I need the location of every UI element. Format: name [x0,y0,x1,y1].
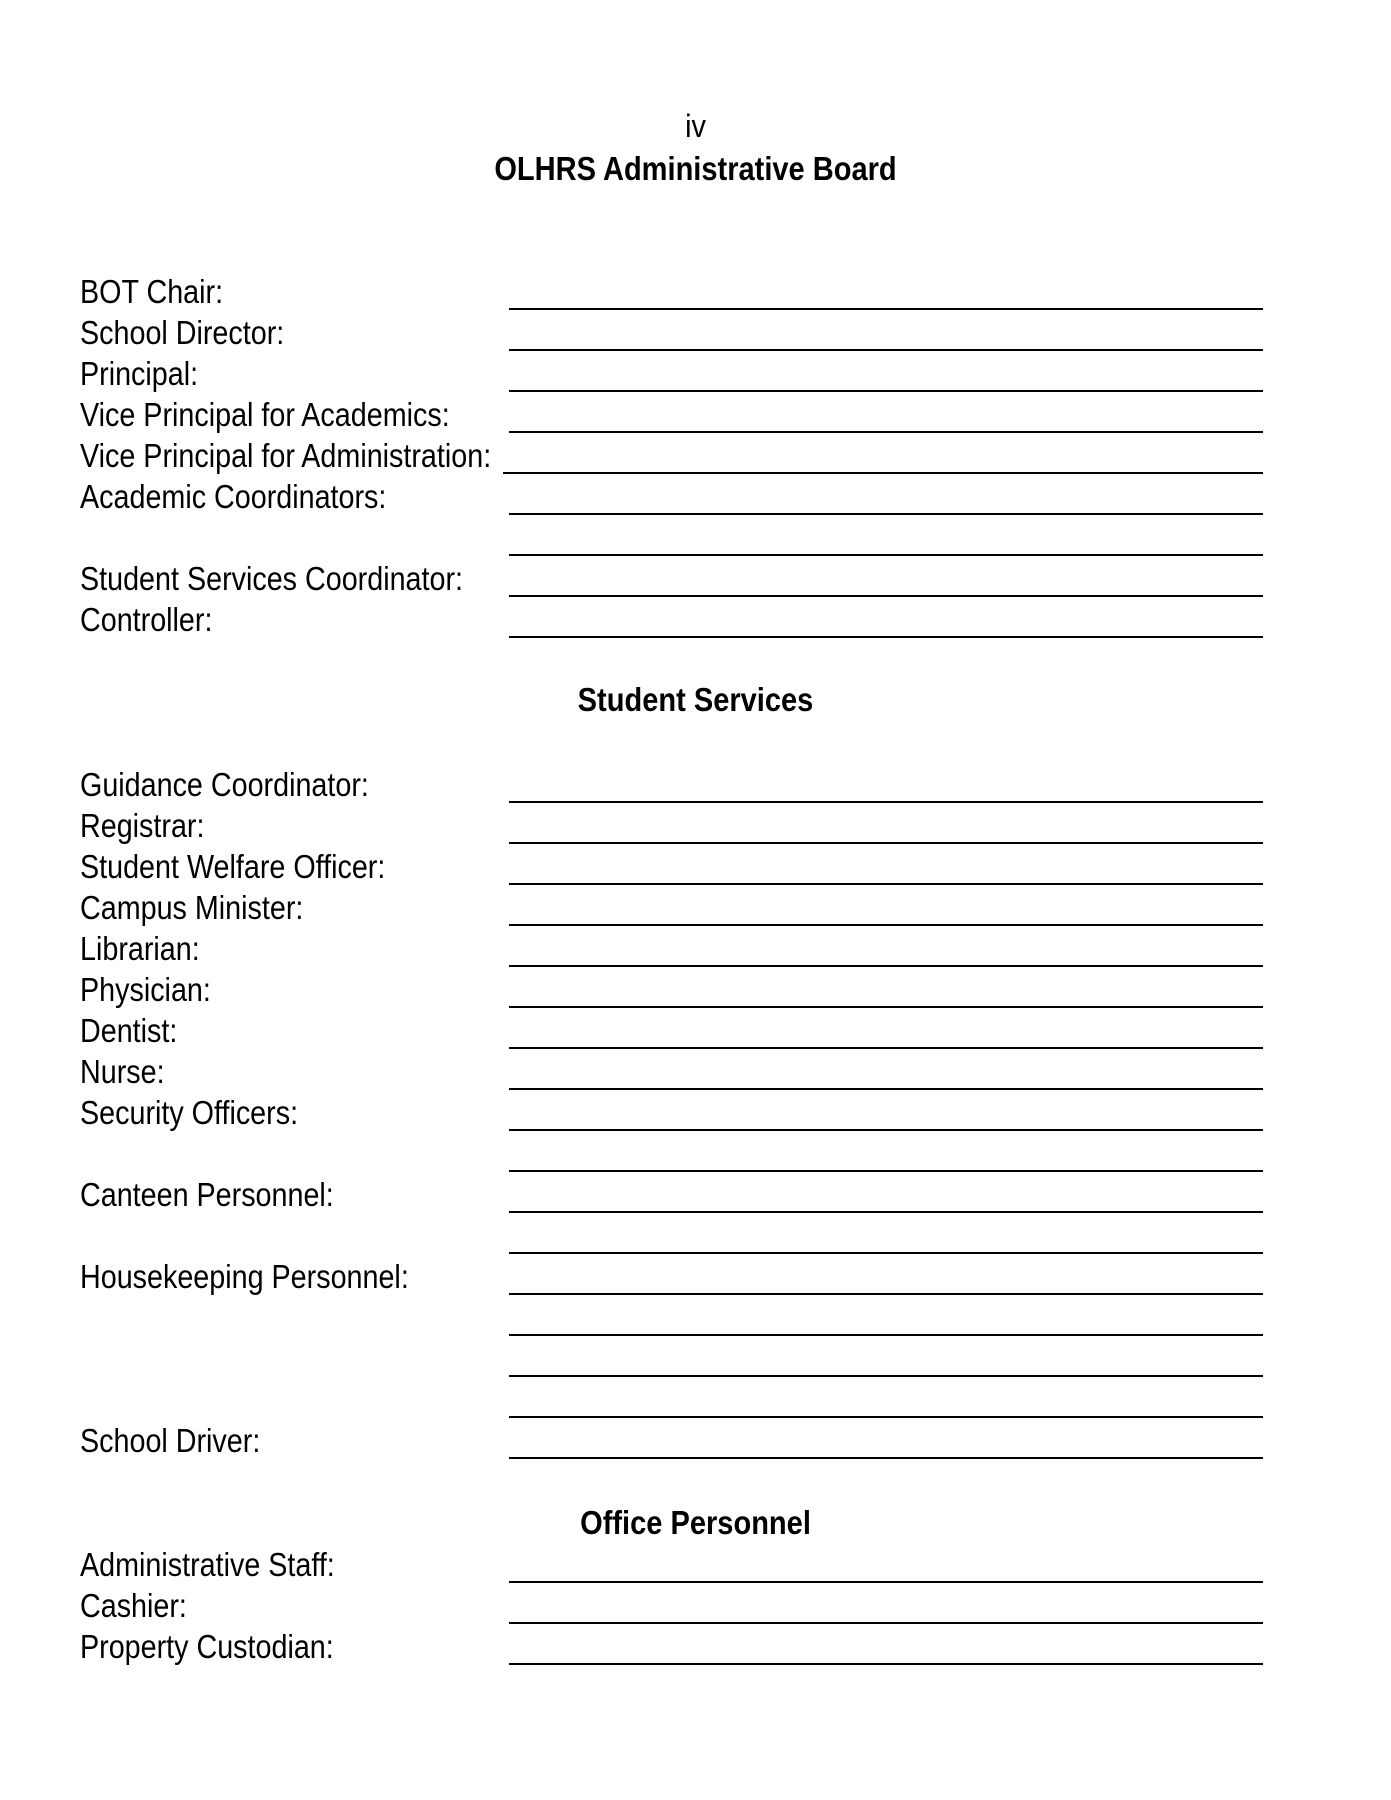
blank-line-school-director[interactable] [509,349,1263,351]
label-dentist: Dentist: [80,1012,178,1049]
blank-line-security-officers-1[interactable] [509,1129,1263,1131]
label-nurse: Nurse: [80,1053,165,1090]
label-campus-minister: Campus Minister: [80,889,304,926]
blank-line-dentist[interactable] [509,1047,1263,1049]
blank-line-registrar[interactable] [509,842,1263,844]
blank-line-guidance-coordinator[interactable] [509,801,1263,803]
label-principal: Principal: [80,355,199,392]
label-administrative-staff: Administrative Staff: [80,1546,335,1583]
label-physician: Physician: [80,971,211,1008]
blank-line-student-welfare-officer[interactable] [509,883,1263,885]
blank-line-housekeeping-personnel-1[interactable] [509,1293,1263,1295]
blank-line-physician[interactable] [509,1006,1263,1008]
label-bot-chair: BOT Chair: [80,273,224,310]
label-housekeeping-personnel: Housekeeping Personnel: [80,1258,409,1295]
blank-line-student-services-coordinator[interactable] [509,595,1263,597]
blank-line-housekeeping-personnel-2[interactable] [509,1334,1263,1336]
blank-line-principal[interactable] [509,390,1263,392]
page-number: iv [685,108,706,144]
label-school-driver: School Driver: [80,1422,261,1459]
label-controller: Controller: [80,601,213,638]
label-registrar: Registrar: [80,807,205,844]
blank-line-canteen-personnel-2[interactable] [509,1252,1263,1254]
blank-line-controller[interactable] [509,636,1263,638]
blank-line-academic-coordinators-1[interactable] [509,513,1263,515]
label-librarian: Librarian: [80,930,200,967]
blank-line-vp-academics[interactable] [509,431,1263,433]
label-academic-coordinators: Academic Coordinators: [80,478,387,515]
blank-line-academic-coordinators-2[interactable] [509,554,1263,556]
blank-line-administrative-staff[interactable] [509,1581,1263,1583]
blank-line-school-driver[interactable] [509,1457,1263,1459]
blank-line-property-custodian[interactable] [509,1663,1263,1665]
blank-line-bot-chair[interactable] [509,308,1263,310]
label-guidance-coordinator: Guidance Coordinator: [80,766,369,803]
label-security-officers: Security Officers: [80,1094,299,1131]
blank-line-cashier[interactable] [509,1622,1263,1624]
section-heading-office-personnel: Office Personnel [580,1504,811,1541]
label-student-services-coordinator: Student Services Coordinator: [80,560,464,597]
blank-line-security-officers-2[interactable] [509,1170,1263,1172]
page-title: OLHRS Administrative Board [494,150,897,187]
blank-line-librarian[interactable] [509,965,1263,967]
label-school-director: School Director: [80,314,285,351]
section-heading-student-services: Student Services [577,681,814,718]
label-vp-administration: Vice Principal for Administration: [80,437,492,474]
label-cashier: Cashier: [80,1587,187,1624]
blank-line-vp-administration[interactable] [503,472,1263,474]
blank-line-nurse[interactable] [509,1088,1263,1090]
label-student-welfare-officer: Student Welfare Officer: [80,848,386,885]
label-canteen-personnel: Canteen Personnel: [80,1176,334,1213]
label-property-custodian: Property Custodian: [80,1628,334,1665]
blank-line-campus-minister[interactable] [509,924,1263,926]
label-vp-academics: Vice Principal for Academics: [80,396,450,433]
blank-line-housekeeping-personnel-4[interactable] [509,1416,1263,1418]
blank-line-canteen-personnel-1[interactable] [509,1211,1263,1213]
blank-line-housekeeping-personnel-3[interactable] [509,1375,1263,1377]
